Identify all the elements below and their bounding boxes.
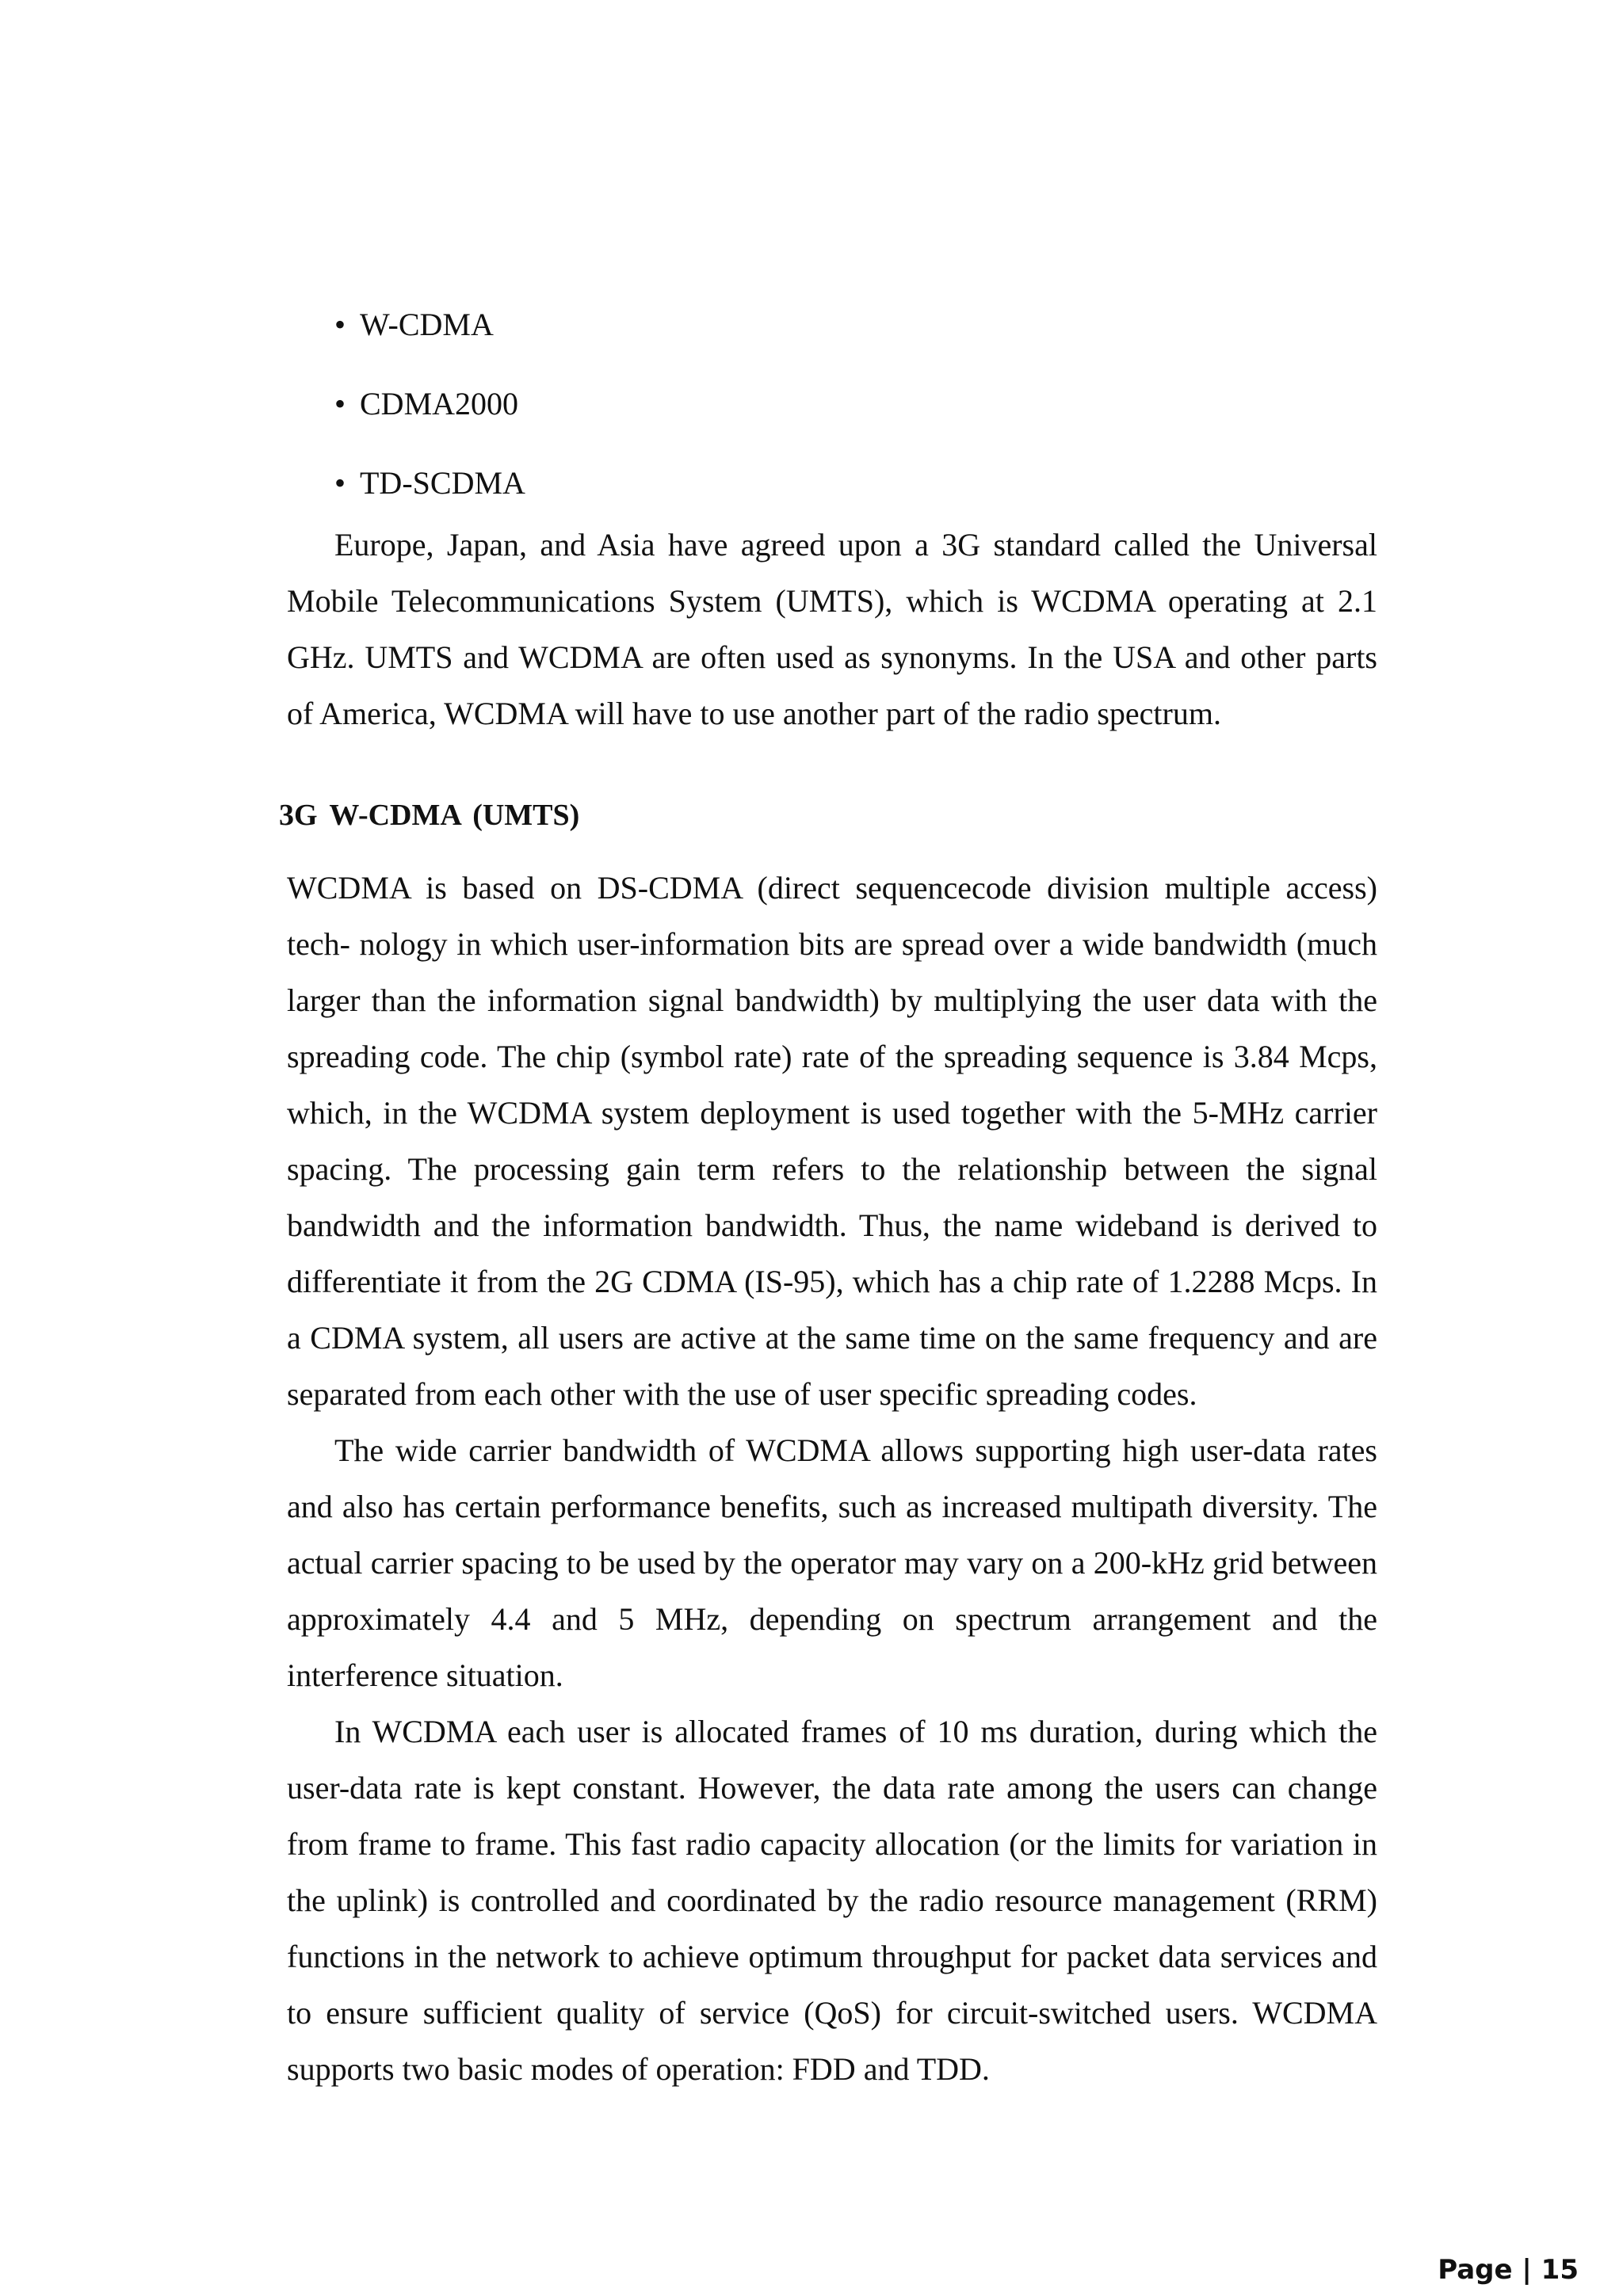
intro-paragraph: Europe, Japan, and Asia have agreed upon a 3G standard called the Universal Mobile Telecommunications System (UMTS), which is WCDMA operating at 2.1 GHz. UMTS and WCDMA are often used as synonyms. In the USA and other parts of America, WCDMA will have to use another part of the radio spectrum. bbox=[287, 527, 1377, 731]
bullet-text: CDMA2000 bbox=[360, 386, 519, 421]
bullet-item-td-scdma bbox=[334, 444, 525, 523]
bullet-list bbox=[334, 285, 525, 523]
paragraph-frame-allocation: In WCDMA each user is allocated frames of 10 ms duration, during which the user-data rate is kept constant. However, the data rate among the users can change from frame to frame. This fast radio capacity allocation (or the limits for variation in the uplink) is controlled and coordinated by the radio resource management (RRM) functions in the network to achieve optimum throughput for packet data services and to ensure sufficient quality of service (QoS) for circuit-switched users. WCDMA supports two basic modes of operation: FDD and TDD. bbox=[287, 1714, 1377, 2087]
bullet-item-cdma2000 bbox=[334, 364, 525, 444]
bullet-dot: • bbox=[334, 465, 346, 501]
page-number-footer: Page | 15 bbox=[1438, 2254, 1579, 2286]
main-content bbox=[279, 517, 1377, 2097]
section-heading: 3G W-CDMA (UMTS) bbox=[279, 799, 580, 832]
bullet-text: TD-SCDMA bbox=[360, 465, 525, 501]
bullet-dot: • bbox=[334, 307, 346, 342]
bullet-item-w-cdma bbox=[334, 285, 525, 364]
paragraph-wcdma-overview: WCDMA is based on DS-CDMA (direct sequencecode division multiple access) tech- nology in which user-information bits are spread over a wide bandwidth (much larger than the information signal bandwidth) by multiplying the user data with the spreading code. The chip (symbol rate) rate of the spreading sequence is 3.84 Mcps, which, in the WCDMA system deployment is used together with the 5-MHz carrier spacing. The processing gain term refers to the relationship between the signal bandwidth and the information bandwidth. Thus, the name wideband is derived to differentiate it from the 2G CDMA (IS-95), which has a chip rate of 1.2288 Mcps. In a CDMA system, all users are active at the same time on the same frequency and are separated from each other with the use of user specific spreading codes. bbox=[287, 870, 1377, 1412]
bullet-text: W-CDMA bbox=[360, 307, 494, 342]
paragraph-carrier-bandwidth: The wide carrier bandwidth of WCDMA allows supporting high user-data rates and also has certain performance benefits, such as increased multipath diversity. The actual carrier spacing to be used by the operator may vary on a 200-kHz grid between approximately 4.4 and 5 MHz, depending on spectrum arrangement and the interference situation. bbox=[287, 1432, 1377, 1693]
bullet-dot: • bbox=[334, 386, 346, 421]
